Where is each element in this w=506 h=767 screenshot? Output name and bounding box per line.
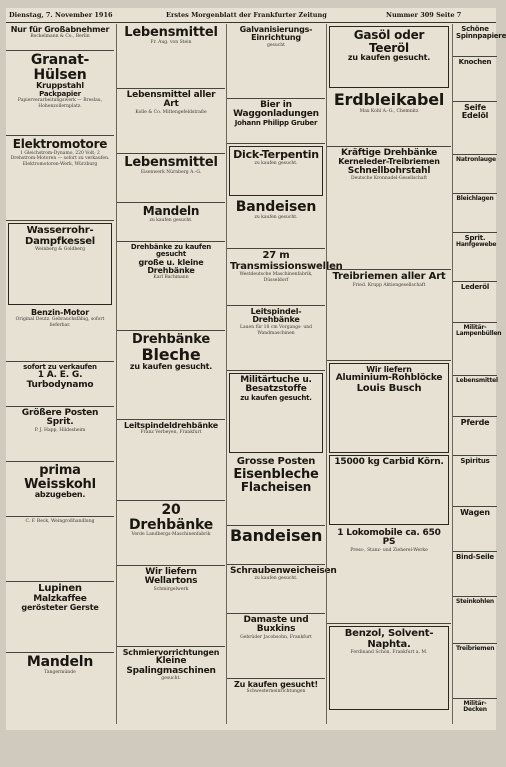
ad-subtitle: 1 A. E. G. Turbodynamo — [26, 370, 94, 390]
ad-lederoel — [453, 282, 497, 323]
ad-extra: gerösteter Gerste — [21, 602, 99, 612]
ad-weingrosshandlung — [6, 517, 114, 582]
header-page-number: Nummer 309 Seite 7 — [386, 11, 462, 19]
ad-text: P. J. Happ, Hildesheim — [34, 427, 86, 433]
ad-title: Lebensmittel — [456, 377, 498, 384]
column-2 — [116, 24, 225, 724]
ad-gasoel-teeroel — [329, 26, 449, 88]
ad-title: 20 Drehbänke — [128, 502, 214, 533]
ad-zu-kaufen-gesucht — [227, 679, 325, 767]
column-1 — [6, 24, 114, 724]
ad-text: Papierverarbeitungswerk — Breslau, Hohenzollernplatz. — [17, 98, 103, 109]
ad-mandeln — [6, 653, 114, 705]
ad-subtitle: zu kaufen gesucht. — [149, 217, 193, 223]
ad-spalingmaschinen — [117, 647, 225, 731]
ad-extra: Schnellbohrstahl — [347, 165, 431, 176]
ad-text: Verde Landbergs-Maschinenfabrik — [131, 532, 211, 538]
ad-elektromotore — [6, 136, 114, 221]
ad-natronlauge — [453, 155, 497, 194]
ad-text: gesucht — [267, 42, 285, 48]
ad-title: Spiritus — [460, 457, 490, 465]
ad-weisskohl — [6, 462, 114, 517]
ad-galvanisierung — [227, 24, 325, 99]
ad-title: Bleichlagen — [456, 195, 494, 202]
ad-text: Ferdinand Schön, Frankfurt a. M. — [350, 650, 428, 655]
ad-subtitle: Malzkaffee — [33, 593, 87, 604]
ad-lupinen — [6, 582, 114, 653]
ad-carbid — [329, 455, 449, 525]
ad-bleichlagen — [453, 194, 497, 233]
ad-title: Dick-Terpentin — [233, 148, 319, 161]
ad-title: Natronlauge — [456, 156, 496, 163]
column-4 — [326, 24, 451, 724]
ad-text: Westdeutsche Maschinenfabrik, Düsseldorf — [239, 272, 313, 283]
ad-benzin-motor — [6, 307, 114, 362]
ad-extra: Flacheisen — [240, 480, 312, 495]
ad-turbodynamo — [6, 362, 114, 407]
ad-subtitle: zu kaufen gesucht. — [254, 160, 298, 166]
ad-benzol — [329, 626, 449, 710]
ad-title: Zu kaufen gesucht! — [233, 680, 318, 689]
ad-text: Gebrüder Jacobsohn, Frankfurt — [240, 634, 312, 640]
ad-title: Grosse Posten — [236, 456, 316, 467]
ad-title: Bandeisen — [235, 199, 317, 215]
ad-leitspindeldrehbaenke — [117, 420, 225, 501]
ad-text: Weinberg & Goldberg — [35, 247, 85, 252]
ad-subtitle: zu kaufen gesucht. — [254, 214, 298, 220]
ad-text: Schmirgelwerk — [153, 586, 189, 592]
ad-leitspindel-drehbaenke — [227, 306, 325, 371]
ad-text: Louis Busch — [356, 382, 422, 394]
newspaper-page — [6, 8, 506, 730]
ad-bier-waggonladungen — [227, 99, 325, 144]
ad-title: Treibriemen aller Art — [332, 271, 446, 282]
ad-extra: Packpapier — [39, 89, 81, 98]
ad-title: Schraubenweicheisen — [230, 566, 337, 576]
ad-wellartons — [117, 566, 225, 647]
ad-title: Benzol, Solvent-Naphta. — [344, 628, 434, 650]
ad-title: Knochen — [458, 58, 492, 66]
ad-bandeisen-1 — [227, 198, 325, 249]
ad-title: Militär-Decken — [463, 700, 487, 714]
ad-dick-terpentin — [229, 146, 323, 196]
ad-title: Drehbänke zu kaufen gesucht — [130, 243, 212, 259]
ad-title: Militärtuche u. Besatzstoffe — [240, 375, 312, 395]
column-5 — [452, 24, 506, 724]
ad-title: Drehbänke — [132, 332, 210, 347]
ad-title: Gasöl oder Teeröl — [353, 28, 425, 55]
ad-title: Steinkohlen — [456, 598, 495, 605]
ad-subtitle: Bleche — [141, 344, 201, 364]
ad-title: 1 Lokomobile ca. 650 PS — [337, 528, 441, 548]
ad-text: Kolle & Co. Mittengefeldstraße — [135, 109, 207, 115]
ad-text: Press-, Stanz- und Zieherei-Werke — [350, 547, 428, 553]
ad-title: Lederöl — [460, 283, 490, 291]
ad-lebensmittel — [453, 376, 497, 417]
ad-title: Galvanisierungs-Einrichtung — [239, 25, 313, 43]
ad-subtitle: Eisenbleche — [233, 466, 319, 482]
ad-title: Bandeisen — [230, 526, 323, 545]
ad-text: Schwesterneinrichtungen — [246, 689, 306, 695]
ad-sprit-hanfgewebe — [453, 233, 497, 282]
ad-drehbaenke-bleche — [117, 331, 225, 420]
ad-title: Damaste und Buxkins — [243, 615, 309, 635]
ad-title: Benzin-Motor — [31, 308, 89, 317]
ad-granat-huelsen — [6, 51, 114, 136]
ad-bind-seile — [453, 552, 497, 597]
ad-militaertuche — [229, 373, 323, 453]
ad-text: zu kaufen gesucht. — [129, 362, 213, 372]
ad-text: Eisenwerk Nürnberg A.-G. — [140, 169, 202, 175]
ad-text: Original Deutz. Gebrauchsfähig, sofort lieferbar. — [15, 317, 105, 329]
ad-text: 1 Gleichstrom-Dynamo, 220 Volt; 2 Drehstrom-Motoren — sofort zu verkaufen. — [10, 150, 110, 162]
ad-subtitle: Kleine Spalingmaschinen — [126, 656, 216, 676]
ad-bandeisen-2 — [227, 526, 325, 565]
ad-knochen — [453, 57, 497, 102]
ad-subtitle: zu kaufen gesucht. — [240, 393, 312, 402]
ad-steinkohlen — [453, 597, 497, 644]
ad-extra: Elektromotoren-Werk, Würzburg — [22, 162, 98, 168]
ad-title: Bind-Seile — [456, 553, 494, 561]
ad-transmissionswellen — [227, 249, 343, 306]
column-3 — [226, 24, 343, 724]
ad-lebensmittel-2 — [117, 154, 225, 203]
ad-title: Wagen — [460, 508, 490, 517]
ad-title: Elektromotore — [12, 137, 108, 151]
ad-title: Größere Posten Sprit. — [21, 408, 99, 428]
ad-seife — [453, 102, 497, 155]
ad-treibriemen — [327, 270, 451, 361]
ad-title: sofort zu verkaufen — [23, 363, 97, 371]
ad-title: Sprit. — [464, 234, 486, 242]
ad-subtitle: Kerneleder-Treibriemen — [338, 157, 440, 167]
ad-text: gesucht. — [161, 676, 181, 682]
ad-text: Tangermünde — [44, 669, 76, 675]
ad-title: Granat-Hülsen — [30, 52, 90, 83]
ad-title: Lupinen — [38, 583, 82, 594]
ad-kraeftige-drehbaenke — [327, 147, 451, 270]
ad-text: C. F. Beck, Weingroßhandlung — [25, 519, 95, 524]
ad-title: Militär-Lampenbüllen — [456, 324, 502, 338]
ad-text: Deutsche Kronnadel-Gesellschaft — [351, 176, 427, 182]
ad-subtitle: große u. kleine Drehbänke — [138, 257, 204, 276]
ad-title: 15000 kg Carbid Körn. — [334, 457, 444, 467]
ad-title: 27 m Transmissionswellen — [230, 250, 343, 272]
ad-spinnpapiere — [453, 24, 506, 57]
ad-subtitle: Edelöl — [461, 111, 489, 121]
ad-title: Seife — [464, 103, 486, 112]
ad-pferde — [453, 417, 497, 456]
header-date: Dienstag, 7. November 1916 — [9, 11, 113, 19]
page-header — [6, 8, 496, 23]
ad-title: Treibriemen — [456, 645, 495, 652]
ad-lokomobile — [327, 527, 451, 624]
ad-text: Bockelmann & Co., Berlin — [30, 34, 90, 40]
ad-text: Lauen für 18 cm Vorgangs- und Wandmaschinen — [239, 324, 313, 336]
ad-text: Franz Verbeyen, Frankfurt — [140, 430, 202, 436]
ad-text: Fried. Krupp Aktiengesellschaft — [352, 282, 426, 288]
ad-title: Nur für Großabnehmer — [10, 25, 110, 34]
ad-text: Max Kohl A.-G., Chemnitz — [359, 108, 419, 114]
ad-title: Mandeln — [142, 204, 200, 218]
ad-title: Pferde — [460, 418, 490, 427]
ad-title: Erdbleikabel — [333, 90, 445, 109]
ad-title: Wir liefern Wellartons — [144, 567, 198, 587]
ad-militaer-decken — [453, 699, 497, 763]
ad-wasserrohr-dampfkessel — [8, 223, 112, 305]
ad-text: Johann Philipp Gruber — [234, 118, 318, 127]
header-paper-title: Erstes Morgenblatt der Frankfurter Zeitung — [166, 11, 327, 19]
ad-treibriemen-small — [453, 644, 497, 699]
ad-lebensmittel-1 — [117, 24, 225, 89]
ad-title: Mandeln — [26, 654, 94, 670]
ad-text: Karl Bachmann — [153, 275, 189, 281]
ad-subtitle: zu kaufen gesucht. — [254, 576, 298, 582]
ad-damaste-buxkins — [227, 614, 325, 679]
ad-militaer-lampenbuellen — [453, 323, 502, 376]
ad-subtitle: Hanfgewebe — [456, 241, 497, 249]
ad-sprit — [6, 407, 114, 462]
ad-title: Lebensmittel — [124, 155, 218, 170]
ad-title: Leitspindeldrehbänke — [123, 421, 219, 430]
ad-lebensmittel-aller-art — [117, 89, 225, 154]
ad-title: Lebensmittel — [124, 25, 218, 40]
ad-spiritus — [453, 456, 497, 507]
ad-drehbaenke-gesucht — [117, 242, 225, 331]
ad-title: Schöne Spinnpapiere — [456, 25, 506, 41]
ad-wagen — [453, 507, 497, 552]
ad-eisenbleche — [227, 455, 325, 526]
ad-text: Fr. Aug. von Stein — [150, 39, 192, 45]
ad-title: Leitspindel-Drehbänke — [250, 307, 302, 325]
ad-aluminium-rohbloecke — [329, 363, 449, 453]
ad-subtitle: Kruppstahl — [36, 81, 84, 91]
ad-title: Kräftige Drehbänke — [340, 148, 438, 158]
ad-subtitle: zu kaufen gesucht. — [347, 53, 431, 63]
ad-subtitle: Aluminium-Rohblöcke — [335, 373, 443, 384]
ad-title: Wir liefern — [366, 365, 412, 374]
ad-mandeln — [117, 203, 225, 242]
ad-title: Wasserrohr-Dampfkessel — [24, 225, 96, 247]
ad-nur-fuer-grossabnehmer — [6, 24, 114, 51]
ad-schraubenweicheisen — [227, 565, 337, 614]
ad-subtitle: abzugeben. — [34, 490, 86, 500]
ad-20-drehbaenke — [117, 501, 225, 566]
ad-title: Schmiervorrichtungen — [122, 648, 220, 657]
ad-erdbleikabel — [327, 90, 451, 147]
ad-title: Lebensmittel aller Art — [126, 90, 216, 110]
ad-title: Bier in Waggonladungen — [233, 100, 319, 120]
ad-title: prima Weisskohl — [24, 463, 96, 492]
